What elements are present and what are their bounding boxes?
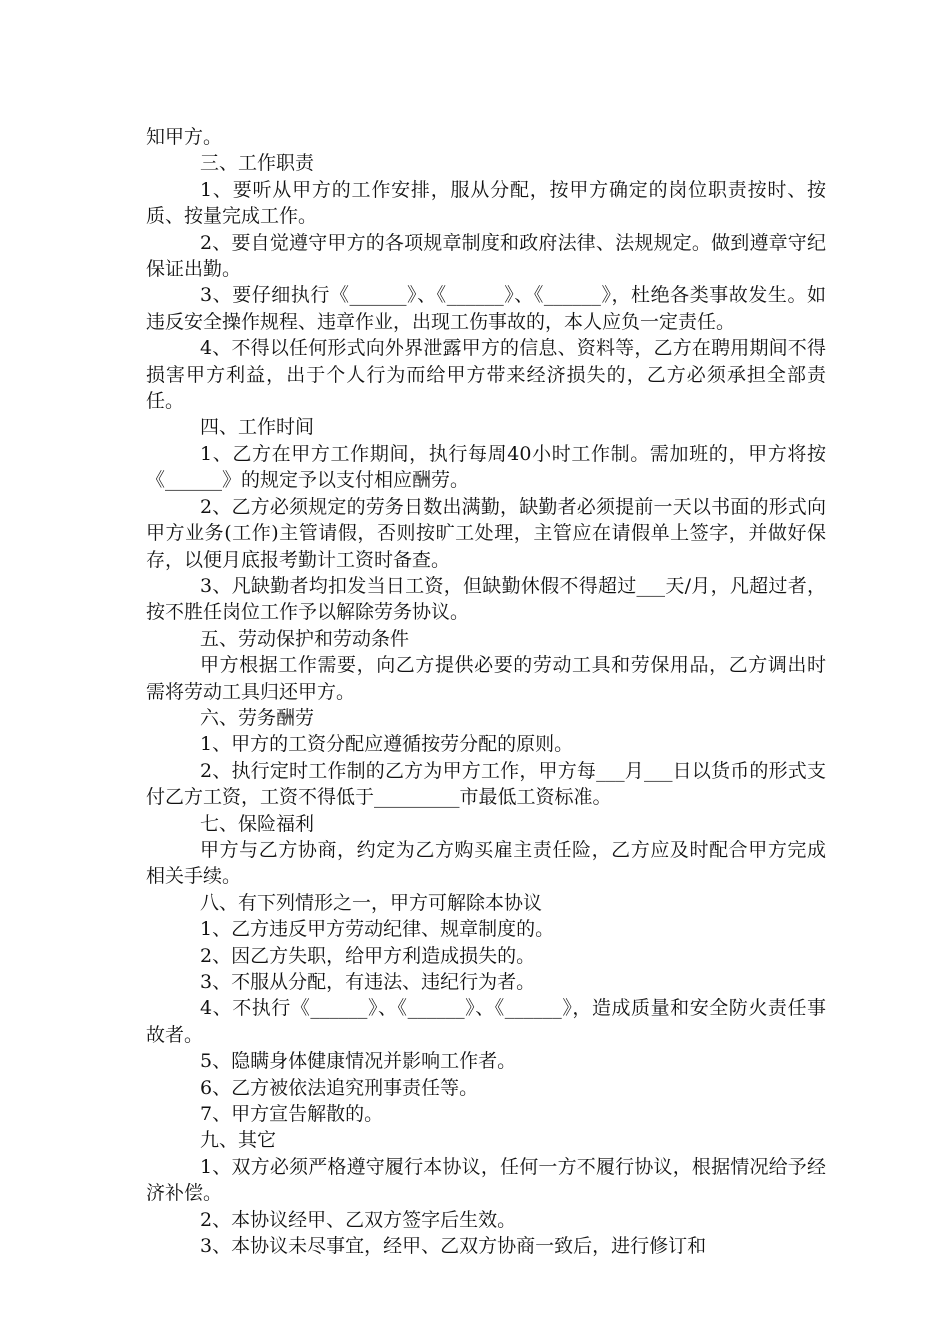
paragraph: 3、不服从分配，有违法、违纪行为者。 <box>200 971 536 993</box>
paragraph: 4、不执行《______》、《______》、《______》，造成质量和安全防火责任事故者。 <box>146 997 826 1046</box>
paragraph: 三、工作职责 <box>200 152 315 175</box>
paragraph: 七、保险福利 <box>200 812 315 835</box>
paragraph: 2、乙方必须规定的劳务日数出满勤，缺勤者必须提前一天以书面的形式向甲方业务(工作)主管请假，否则按旷工处理，主管应在请假单上签字，并做好保存，以便月底报考勤计工资时备查。 <box>146 495 826 571</box>
paragraph: 3、凡缺勤者均扣发当日工资，但缺勤休假不得超过___天/月，凡超过者，按不胜任岗位工作予以解除劳务协议。 <box>146 574 826 624</box>
paragraph: 2、本协议经甲、乙双方签字后生效。 <box>200 1208 517 1231</box>
document-body <box>146 124 826 1259</box>
paragraph: 1、甲方的工资分配应遵循按劳分配的原则。 <box>200 733 574 756</box>
paragraph: 1、乙方违反甲方劳动纪律、规章制度的。 <box>200 918 555 941</box>
paragraph: 甲方根据工作需要，向乙方提供必要的劳动工具和劳保用品，乙方调出时需将劳动工具归还甲方。 <box>146 654 826 703</box>
paragraph: 知甲方。 <box>146 126 223 148</box>
paragraph: 1、乙方在甲方工作期间，执行每周40小时工作制。需加班的，甲方将按《______》的规定予以支付相应酬劳。 <box>146 442 826 492</box>
paragraph: 五、劳动保护和劳动条件 <box>200 627 410 650</box>
paragraph: 四、工作时间 <box>200 416 315 439</box>
paragraph: 甲方与乙方协商，约定为乙方购买雇主责任险，乙方应及时配合甲方完成相关手续。 <box>146 838 826 888</box>
paragraph: 八、有下列情形之一，甲方可解除本协议 <box>200 891 543 914</box>
paragraph: 2、执行定时工作制的乙方为甲方工作，甲方每___月___日以货币的形式支付乙方工资，工资不得低于_________市最低工资标准。 <box>146 759 826 809</box>
paragraph: 6、乙方被依法追究刑事责任等。 <box>200 1076 479 1099</box>
paragraph: 4、不得以任何形式向外界泄露甲方的信息、资料等，乙方在聘用期间不得损害甲方利益，出于个人行为而给甲方带来经济损失的，乙方必须承担全部责任。 <box>146 337 826 413</box>
paragraph: 5、隐瞒身体健康情况并影响工作者。 <box>200 1050 517 1073</box>
paragraph: 1、要听从甲方的工作安排，服从分配，按甲方确定的岗位职责按时、按质、按量完成工作。 <box>146 178 826 228</box>
paragraph: 九、其它 <box>200 1129 277 1152</box>
paragraph: 六、劳务酬劳 <box>200 706 315 729</box>
paragraph: 2、因乙方失职，给甲方利造成损失的。 <box>200 944 536 967</box>
paragraph: 2、要自觉遵守甲方的各项规章制度和政府法律、法规规定。做到遵章守纪保证出勤。 <box>146 231 826 281</box>
paragraph: 3、本协议未尽事宜，经甲、乙双方协商一致后，进行修订和 <box>200 1235 707 1258</box>
paragraph: 3、要仔细执行《______》、《______》、《______》，杜绝各类事故发生。如违反安全操作规程、违章作业，出现工伤事故的，本人应负一定责任。 <box>146 284 826 333</box>
paragraph: 1、双方必须严格遵守履行本协议，任何一方不履行协议，根据情况给予经济补偿。 <box>146 1155 826 1205</box>
paragraph: 7、甲方宣告解散的。 <box>200 1103 384 1126</box>
